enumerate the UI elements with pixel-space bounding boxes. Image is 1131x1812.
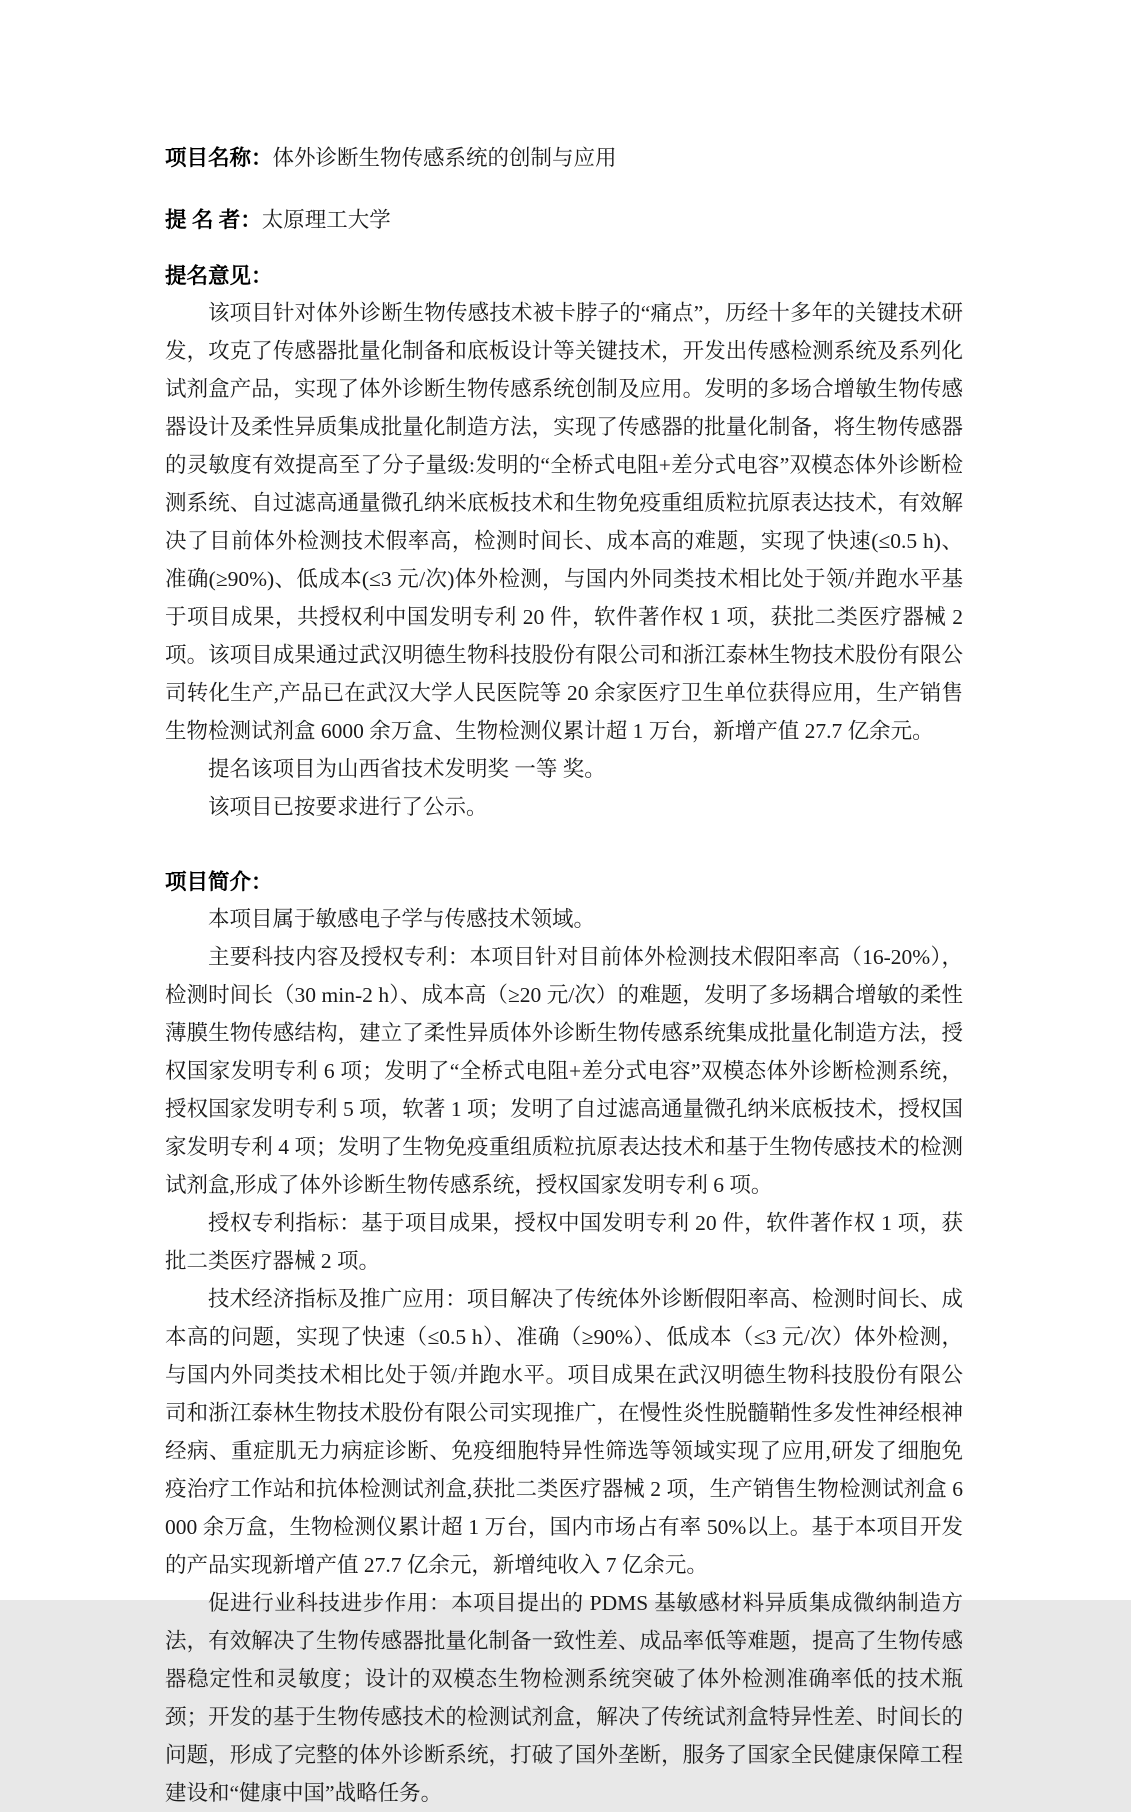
project-name-label: 项目名称： <box>165 146 273 170</box>
nomination-opinion-heading: 提名意见： <box>165 264 273 288</box>
nomination-award-line: 提名该项目为山西省技术发明奖 一等 奖。 <box>208 757 606 781</box>
intro-patent-metrics-paragraph: 授权专利指标：基于项目成果，授权中国发明专利 20 件，软件著作权 1 项，获批二类医疗器械 2 项。 <box>165 1211 963 1273</box>
nominator-value: 太原理工大学 <box>261 208 391 232</box>
intro-economic-metrics-paragraph: 技术经济指标及推广应用：项目解决了传统体外诊断假阳率高、检测时间长、成本高的问题，实现了快速（≤0.5 h）、准确（≥90%）、低成本（≤3 元/次）体外检测，与国内外同类技术相比处于领/并跑水平。项目成果在武汉明德生物科技股份有限公司和浙江泰林生物技术股份有限公司实现推广，在慢性炎性脱髓鞘性多发性神经根神经病、重症肌无力病症诊断、免疫细胞特异性筛选等领域实现了应用,研发了细胞免疫治疗工作站和抗体检测试剂盒,获批二类医疗器械 2 项，生产销售生物检测试剂盒 6000 余万盒，生物检测仪累计超 1 万台，国内市场占有率 50%以上。基于本项目开发的产品实现新增产值 27.7 亿余元，新增纯收入 7 亿余元。 <box>165 1287 963 1577</box>
nominator-label: 提 名 者： <box>165 208 262 232</box>
project-name-field <box>165 142 963 174</box>
nomination-publicity-line: 该项目已按要求进行了公示。 <box>208 795 488 819</box>
intro-field-line: 本项目属于敏感电子学与传感技术领域。 <box>208 907 596 931</box>
nominator-field <box>165 204 963 236</box>
project-intro-heading: 项目简介： <box>165 870 273 894</box>
intro-tech-content-paragraph: 主要科技内容及授权专利：本项目针对目前体外检测技术假阳率高（16-20%），检测时间长（30 min-2 h）、成本高（≥20 元/次）的难题，发明了多场耦合增敏的柔性薄膜生物传感结构，建立了柔性异质体外诊断生物传感系统集成批量化制造方法，授权国家发明专利 6 项；发明了“全桥式电阻+差分式电容”双模态体外诊断检测系统，授权国家发明专利 5 项，软著 1 项；发明了自过滤高通量微孔纳米底板技术，授权国家发明专利 4 项；发明了生物免疫重组质粒抗原表达技术和基于生物传感技术的检测试剂盒,形成了体外诊断生物传感系统，授权国家发明专利 6 项。 <box>165 945 963 1197</box>
intro-industry-progress-paragraph: 促进行业科技进步作用：本项目提出的 PDMS 基敏感材料异质集成微纳制造方法，有效解决了生物传感器批量化制备一致性差、成品率低等难题，提高了生物传感器稳定性和灵敏度；设计的双模态生物检测系统突破了体外检测准确率低的技术瓶颈；开发的基于生物传感技术的检测试剂盒，解决了传统试剂盒特异性差、时间长的问题，形成了完整的体外诊断系统，打破了国外垄断，服务了国家全民健康保障工程建设和“健康中国”战略任务。 <box>165 1591 963 1805</box>
project-name-value: 体外诊断生物传感系统的创制与应用 <box>272 146 617 170</box>
nomination-opinion-paragraph: 该项目针对体外诊断生物传感技术被卡脖子的“痛点”，历经十多年的关键技术研发，攻克了传感器批量化制备和底板设计等关键技术，开发出传感检测系统及系列化试剂盒产品，实现了体外诊断生物传感系统创制及应用。发明的多场合增敏生物传感器设计及柔性异质集成批量化制造方法，实现了传感器的批量化制备，将生物传感器的灵敏度有效提高至了分子量级:发明的“全桥式电阻+差分式电容”双模态体外诊断检测系统、自过滤高通量微孔纳米底板技术和生物免疫重组质粒抗原表达技术，有效解决了目前体外检测技术假率高，检测时间长、成本高的难题，实现了快速(≤0.5 h)、准确(≥90%)、低成本(≤3 元/次)体外检测，与国内外同类技术相比处于领/并跑水平基于项目成果，共授权利中国发明专利 20 件，软件著作权 1 项，获批二类医疗器械 2 项。该项目成果通过武汉明德生物科技股份有限公司和浙江泰林生物技术股份有限公司转化生产,产品已在武汉大学人民医院等 20 余家医疗卫生单位获得应用，生产销售生物检测试剂盒 6000 余万盒、生物检测仪累计超 1 万台，新增产值 27.7 亿余元。 <box>165 301 963 743</box>
